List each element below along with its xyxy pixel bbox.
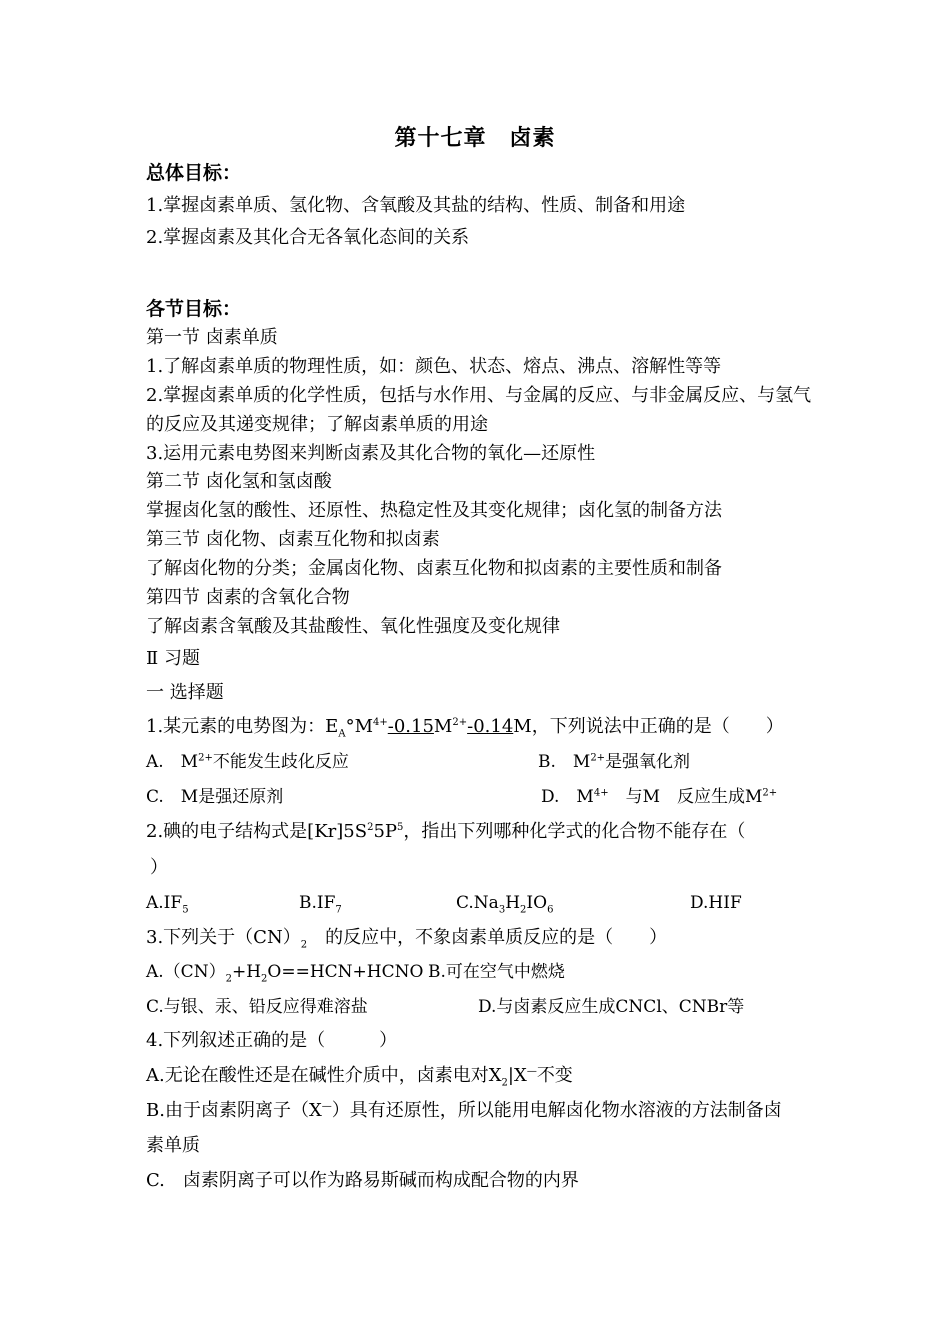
- overall-goals-heading: 总体目标：: [146, 162, 242, 184]
- section1-item-1: 1.了解卤素单质的物理性质，如：颜色、状态、熔点、沸点、溶解性等等: [146, 356, 722, 377]
- question-3-option-c: C.与银、汞、铅反应得难溶盐: [146, 997, 368, 1017]
- question-2-option-c: $C.Na_3H_2IO_6$: [456, 893, 554, 916]
- exercises-part-heading: Ⅱ 习题: [146, 648, 200, 669]
- question-1-option-b: B. $M^{2+}$是强氧化剂: [538, 752, 691, 772]
- question-type-heading: 一 选择题: [146, 682, 224, 703]
- section2-item: 掌握卤化氢的酸性、还原性、热稳定性及其变化规律；卤化氢的制备方法: [146, 500, 722, 521]
- question-3-option-d: D.与卤素反应生成CNCl、CNBr等: [478, 997, 745, 1017]
- overall-goal-1: 1.掌握卤素单质、氢化物、含氧酸及其盐的结构、性质、制备和用途: [146, 195, 686, 216]
- section3-title: 第三节 卤化物、卤素互化物和拟卤素: [146, 529, 440, 550]
- section1-title: 第一节 卤素单质: [146, 327, 278, 348]
- section4-title: 第四节 卤素的含氧化合物: [146, 587, 350, 608]
- question-1-option-d: D. $M^{4+}$ 与M 反应生成$M^{2+}$: [541, 787, 778, 807]
- question-4-option-a: A.无论在酸性还是在碱性介质中，卤素电对$X_2|X^—$不变: [146, 1065, 573, 1089]
- question-2-stem: 2.碘的电子结构式是$[Kr]5S^25P^5$，指出下列哪种化学式的化合物不能存在（: [146, 821, 746, 842]
- question-2-stem-close: ）: [150, 857, 168, 878]
- question-3-stem: 3.下列关于$(CN)_2$ 的反应中，不象卤素单质反应的是（ ）: [146, 927, 668, 951]
- question-4-option-c: C. 卤素阴离子可以作为路易斯碱而构成配合物的内界: [146, 1170, 579, 1191]
- question-2-option-b: $B.IF_7$: [299, 893, 342, 916]
- overall-goal-2: 2.掌握卤素及其化合无各氧化态间的关系: [146, 227, 470, 248]
- section2-title: 第二节 卤化氢和氢卤酸: [146, 471, 332, 492]
- question-4-option-b-line1: B.由于卤素阴离子（X—）具有还原性，所以能用电解卤化物水溶液的方法制备卤: [146, 1100, 782, 1121]
- chapter-title: 第十七章 卤素: [394, 125, 556, 151]
- question-1-option-a: A. $M^{2+}$不能发生歧化反应: [146, 752, 349, 772]
- question-1-stem: 1.某元素的电势图为：$E_A^\circ M^{4+}-0.15M^{2+}-0.14M$，下列说法中正确的是（ ）: [146, 716, 784, 740]
- question-4-stem: 4.下列叙述正确的是（ ）: [146, 1030, 398, 1051]
- question-3-option-b: B.可在空气中燃烧: [428, 962, 565, 982]
- section1-item-2-line2: 的反应及其递变规律；了解卤素单质的用途: [146, 414, 488, 435]
- question-2-option-d: D.HIF: [690, 893, 742, 913]
- section4-item: 了解卤素含氧酸及其盐酸性、氧化性强度及变化规律: [146, 616, 560, 637]
- section3-item: 了解卤化物的分类；金属卤化物、卤素互化物和拟卤素的主要性质和制备: [146, 558, 722, 579]
- section1-item-2-line1: 2.掌握卤素单质的化学性质，包括与水作用、与金属的反应、与非金属反应、与氢气: [146, 385, 812, 406]
- question-1-option-c: C. M是强还原剂: [146, 787, 284, 807]
- question-2-option-a: $A.IF_5$: [146, 893, 189, 916]
- section-goals-heading: 各节目标：: [146, 298, 242, 320]
- question-3-option-a: $A.(CN)_2+H_2O==HCN+HCNO$: [146, 962, 424, 985]
- question-4-option-b-line2: 素单质: [146, 1135, 200, 1156]
- section1-item-3: 3.运用元素电势图来判断卤素及其化合物的氧化—还原性: [146, 443, 596, 464]
